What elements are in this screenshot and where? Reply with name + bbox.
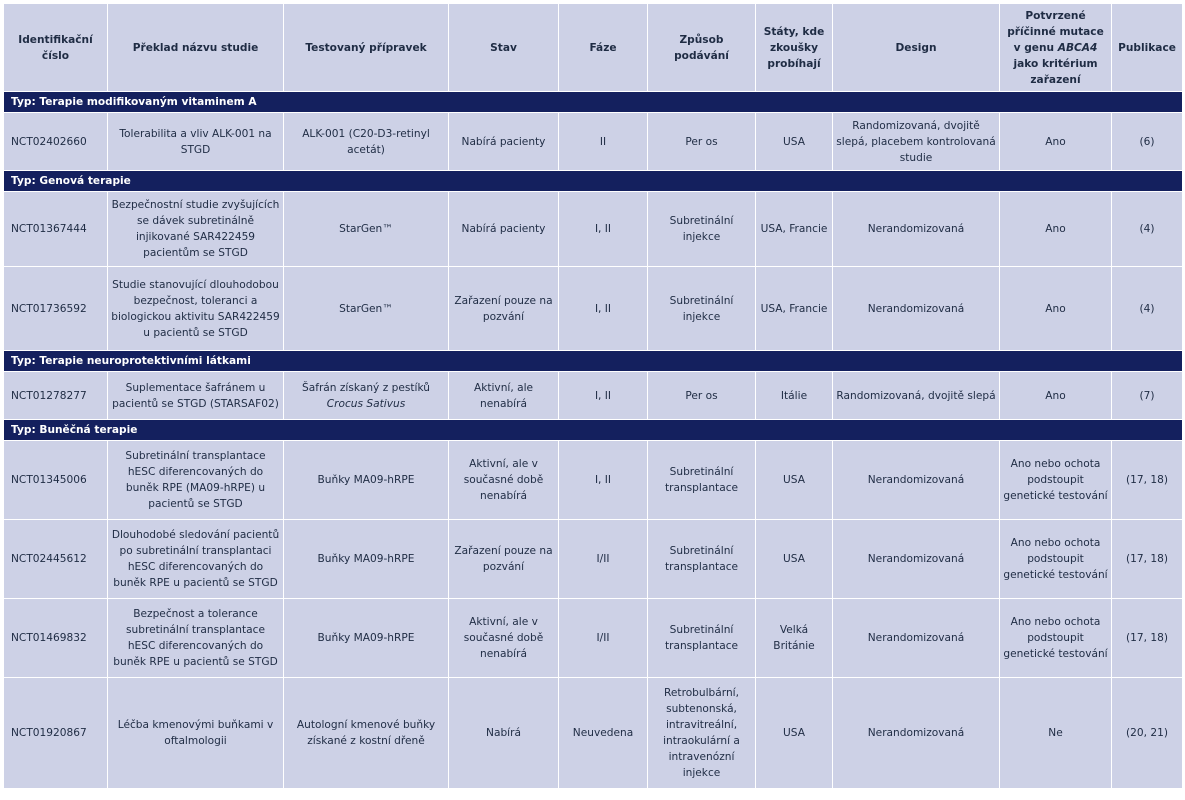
cell-name: Dlouhodobé sledování pacientů po subretinální transplantaci hESC diferencovaných do buněk RPE u pacientů se STGD	[108, 520, 284, 599]
section-label: Typ: Terapie modifikovaným vitaminem A	[4, 92, 1183, 113]
cell-design: Nerandomizovaná	[833, 192, 1000, 267]
cell-publication: (17, 18)	[1112, 599, 1183, 678]
cell-route: Subretinální transplantace	[648, 441, 756, 520]
cell-name: Suplementace šafránem u pacientů se STGD (STARSAF02)	[108, 372, 284, 420]
cell-id: NCT01736592	[4, 267, 108, 351]
cell-states: USA, Francie	[756, 267, 833, 351]
cell-product-text: Šafrán získaný z pestíků	[302, 381, 430, 394]
header-row	[4, 4, 1183, 92]
cell-publication: (4)	[1112, 267, 1183, 351]
header-mutation-gene: ABCA4	[1057, 41, 1098, 54]
cell-publication: (17, 18)	[1112, 520, 1183, 599]
cell-status: Aktivní, ale nenabírá	[449, 372, 559, 420]
cell-phase: I/II	[559, 599, 648, 678]
cell-publication: (4)	[1112, 192, 1183, 267]
header-mutation-post: jako kritérium zařazení	[1013, 57, 1098, 86]
section-row-gene-therapy	[4, 171, 1183, 192]
cell-id: NCT01278277	[4, 372, 108, 420]
cell-status: Nabírá	[449, 678, 559, 789]
cell-design: Nerandomizovaná	[833, 520, 1000, 599]
table-row	[4, 441, 1183, 520]
cell-id: NCT01469832	[4, 599, 108, 678]
section-label: Typ: Terapie neuroprotektivními látkami	[4, 351, 1183, 372]
cell-product: Buňky MA09-hRPE	[284, 441, 449, 520]
cell-id: NCT02445612	[4, 520, 108, 599]
section-row-neuroprotective	[4, 351, 1183, 372]
cell-design: Randomizovaná, dvojitě slepá	[833, 372, 1000, 420]
header-name: Překlad názvu studie	[108, 4, 284, 92]
table-row	[4, 678, 1183, 789]
cell-mutation: Ne	[1000, 678, 1112, 789]
cell-publication: (7)	[1112, 372, 1183, 420]
cell-phase: II	[559, 113, 648, 171]
cell-status: Nabírá pacienty	[449, 192, 559, 267]
cell-states: USA, Francie	[756, 192, 833, 267]
cell-name: Subretinální transplantace hESC diferencovaných do buněk RPE (MA09-hRPE) u pacientů se STGD	[108, 441, 284, 520]
cell-status: Zařazení pouze na pozvání	[449, 520, 559, 599]
cell-mutation: Ano	[1000, 267, 1112, 351]
table-row	[4, 267, 1183, 351]
cell-phase: I, II	[559, 192, 648, 267]
table-row	[4, 113, 1183, 171]
cell-id: NCT02402660	[4, 113, 108, 171]
header-mutation-pre: Potvrzené příčinné mutace v genu	[1007, 9, 1104, 54]
cell-id: NCT01920867	[4, 678, 108, 789]
cell-design: Nerandomizovaná	[833, 599, 1000, 678]
cell-route: Subretinální injekce	[648, 192, 756, 267]
clinical-trials-table-wrapper	[3, 3, 1182, 789]
cell-publication: (20, 21)	[1112, 678, 1183, 789]
cell-name: Tolerabilita a vliv ALK-001 na STGD	[108, 113, 284, 171]
header-publication: Publikace	[1112, 4, 1183, 92]
cell-route: Subretinální transplantace	[648, 599, 756, 678]
cell-states: Velká Británie	[756, 599, 833, 678]
section-label: Typ: Genová terapie	[4, 171, 1183, 192]
header-status: Stav	[449, 4, 559, 92]
cell-product-species: Crocus Sativus	[326, 397, 406, 410]
cell-design: Randomizovaná, dvojitě slepá, placebem kontrolovaná studie	[833, 113, 1000, 171]
cell-states: USA	[756, 441, 833, 520]
cell-phase: Neuvedena	[559, 678, 648, 789]
header-product: Testovaný přípravek	[284, 4, 449, 92]
cell-mutation: Ano	[1000, 372, 1112, 420]
header-mutation	[1000, 4, 1112, 92]
cell-phase: I, II	[559, 267, 648, 351]
cell-design: Nerandomizovaná	[833, 267, 1000, 351]
header-design: Design	[833, 4, 1000, 92]
table-row	[4, 192, 1183, 267]
header-route: Způsob podávání	[648, 4, 756, 92]
cell-product: Buňky MA09-hRPE	[284, 520, 449, 599]
cell-states: USA	[756, 520, 833, 599]
cell-route: Subretinální transplantace	[648, 520, 756, 599]
section-label: Typ: Buněčná terapie	[4, 420, 1183, 441]
cell-publication: (17, 18)	[1112, 441, 1183, 520]
cell-mutation: Ano	[1000, 192, 1112, 267]
cell-route: Per os	[648, 113, 756, 171]
cell-mutation: Ano nebo ochota podstoupit genetické testování	[1000, 599, 1112, 678]
cell-route: Per os	[648, 372, 756, 420]
cell-status: Nabírá pacienty	[449, 113, 559, 171]
section-row-cell-therapy	[4, 420, 1183, 441]
cell-id: NCT01345006	[4, 441, 108, 520]
cell-name: Léčba kmenovými buňkami v oftalmologii	[108, 678, 284, 789]
header-states: Státy, kde zkoušky probíhají	[756, 4, 833, 92]
cell-product: Buňky MA09-hRPE	[284, 599, 449, 678]
cell-product: ALK-001 (C20-D3-retinyl acetát)	[284, 113, 449, 171]
cell-phase: I, II	[559, 441, 648, 520]
section-row-vitamin-a	[4, 92, 1183, 113]
header-phase: Fáze	[559, 4, 648, 92]
cell-mutation: Ano nebo ochota podstoupit genetické testování	[1000, 441, 1112, 520]
cell-route: Subretinální injekce	[648, 267, 756, 351]
table-row	[4, 599, 1183, 678]
cell-states: Itálie	[756, 372, 833, 420]
cell-name: Studie stanovující dlouhodobou bezpečnost, toleranci a biologickou aktivitu SAR422459 u pacientů se STGD	[108, 267, 284, 351]
cell-route: Retrobulbární, subtenonská, intravitreální, intraokulární a intravenózní injekce	[648, 678, 756, 789]
cell-status: Aktivní, ale v současné době nenabírá	[449, 599, 559, 678]
cell-id: NCT01367444	[4, 192, 108, 267]
cell-mutation: Ano	[1000, 113, 1112, 171]
header-id: Identifikační číslo	[4, 4, 108, 92]
cell-design: Nerandomizovaná	[833, 441, 1000, 520]
cell-product: StarGen™	[284, 267, 449, 351]
cell-product: StarGen™	[284, 192, 449, 267]
cell-phase: I, II	[559, 372, 648, 420]
cell-product	[284, 372, 449, 420]
cell-design: Nerandomizovaná	[833, 678, 1000, 789]
cell-name: Bezpečnostní studie zvyšujících se dávek subretinálně injikované SAR422459 pacientům se STGD	[108, 192, 284, 267]
cell-states: USA	[756, 678, 833, 789]
cell-status: Aktivní, ale v současné době nenabírá	[449, 441, 559, 520]
cell-mutation: Ano nebo ochota podstoupit genetické testování	[1000, 520, 1112, 599]
clinical-trials-table	[3, 3, 1183, 789]
cell-product: Autologní kmenové buňky získané z kostní dřeně	[284, 678, 449, 789]
table-row	[4, 520, 1183, 599]
cell-publication: (6)	[1112, 113, 1183, 171]
cell-states: USA	[756, 113, 833, 171]
cell-phase: I/II	[559, 520, 648, 599]
cell-status: Zařazení pouze na pozvání	[449, 267, 559, 351]
table-row	[4, 372, 1183, 420]
cell-name: Bezpečnost a tolerance subretinální transplantace hESC diferencovaných do buněk RPE u pacientů se STGD	[108, 599, 284, 678]
